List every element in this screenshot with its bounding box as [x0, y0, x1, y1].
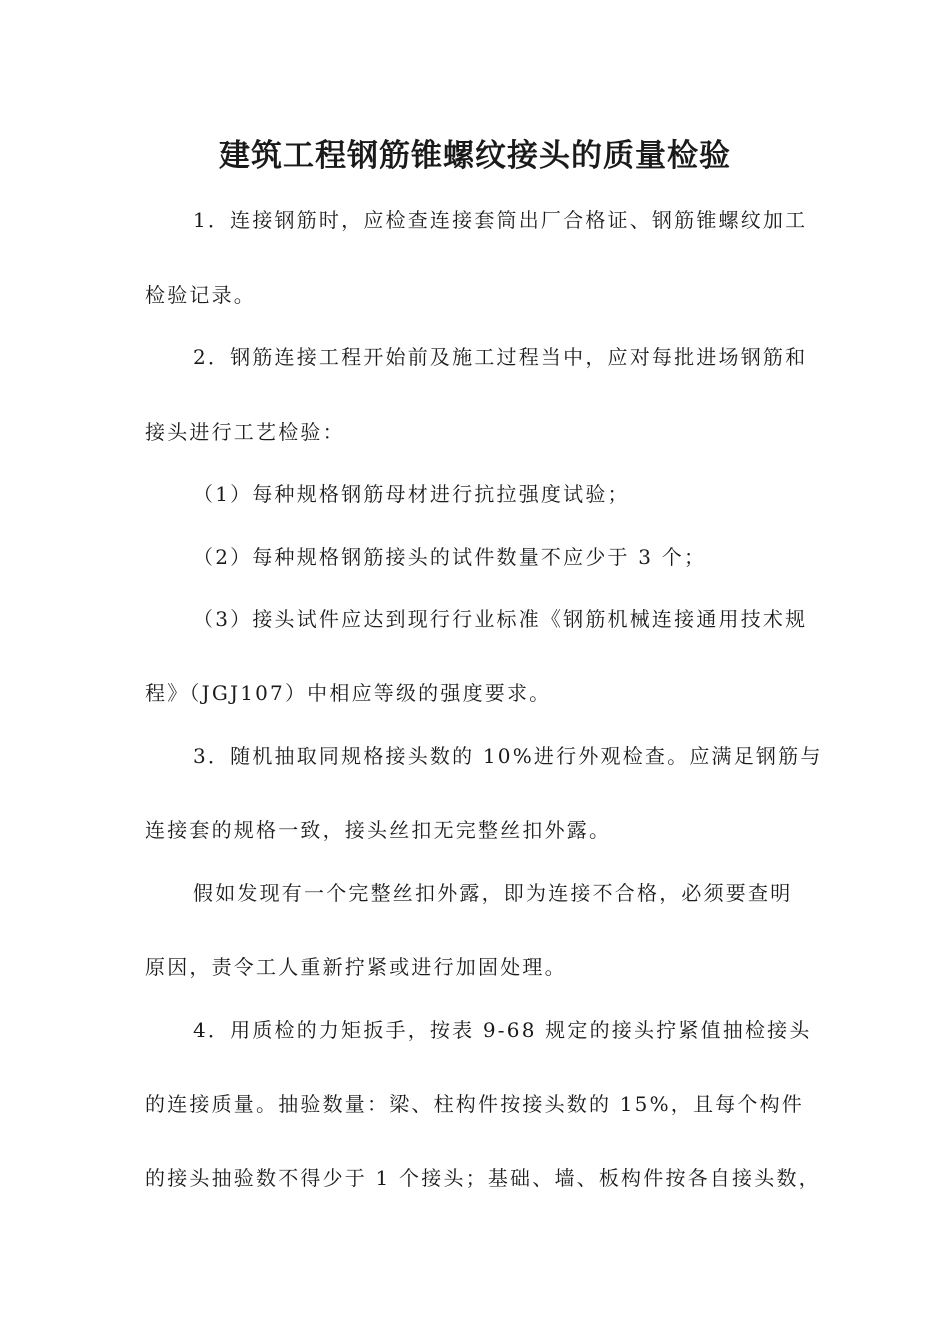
- paragraph-5-line-2: 的连接质量。抽验数量：梁、柱构件按接头数的 15%，且每个构件: [145, 1092, 805, 1116]
- paragraph-4-line-1: 假如发现有一个完整丝扣外露，即为连接不合格，必须要查明: [193, 881, 793, 905]
- paragraph-3-line-2: 连接套的规格一致，接头丝扣无完整丝扣外露。: [145, 818, 612, 842]
- document-title: 建筑工程钢筋锥螺纹接头的质量检验: [219, 138, 731, 174]
- paragraph-3-line-1: 3．随机抽取同规格接头数的 10%进行外观检查。应满足钢筋与: [193, 744, 823, 768]
- list-item-2: （2）每种规格钢筋接头的试件数量不应少于 3 个；: [193, 545, 707, 569]
- paragraph-2-line-2: 接头进行工艺检验：: [145, 420, 345, 444]
- paragraph-5-line-3: 的接头抽验数不得少于 1 个接头；基础、墙、板构件按各自接头数，: [145, 1166, 821, 1190]
- paragraph-1-line-2: 检验记录。: [145, 283, 256, 307]
- paragraph-4-line-2: 原因，责令工人重新拧紧或进行加固处理。: [145, 955, 567, 979]
- list-item-1: （1）每种规格钢筋母材进行抗拉强度试验；: [193, 482, 630, 506]
- list-item-3-line-1: （3）接头试件应达到现行行业标准《钢筋机械连接通用技术规: [193, 607, 808, 631]
- paragraph-1-line-1: 1．连接钢筋时，应检查连接套筒出厂合格证、钢筋锥螺纹加工: [193, 208, 808, 232]
- paragraph-2-line-1: 2．钢筋连接工程开始前及施工过程当中，应对每批进场钢筋和: [193, 345, 808, 369]
- paragraph-5-line-1: 4．用质检的力矩扳手，按表 9-68 规定的接头拧紧值抽检接头: [193, 1018, 812, 1042]
- list-item-3-line-2: 程》（JGJ107）中相应等级的强度要求。: [145, 681, 552, 705]
